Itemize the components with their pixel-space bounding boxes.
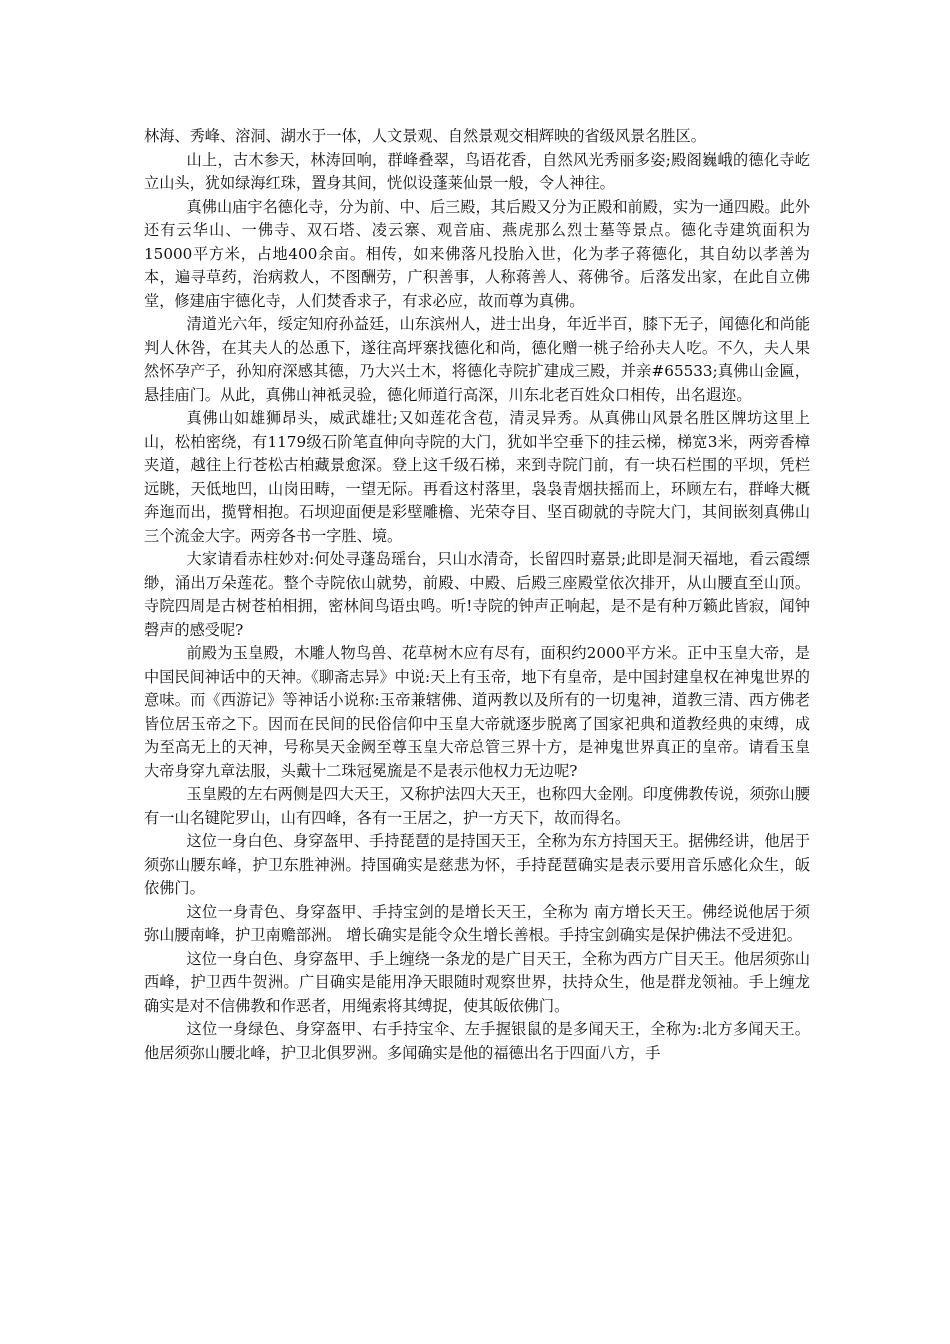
paragraph: 这位一身白色、身穿盔甲、手上缠绕一条龙的是广目天王，全称为西方广目天王。他居须弥山西峰，护卫西牛贺洲。广目确实是能用净天眼随时观察世界，扶持众生，他是群龙领袖。手上缠龙确实是对不信佛教和作恶者，用绳索将其缚捉，使其皈依佛门。 bbox=[144, 949, 810, 1015]
paragraph: 前殿为玉皇殿，木雕人物鸟兽、花草树木应有尽有，面积约2000平方米。正中玉皇大帝，是中国民间神话中的天神。《聊斋志异》中说:天上有玉帝，地下有皇帝，是中国封建皇权在神鬼世界的意味。而《西游记》等神话小说称:玉帝兼辖佛、道两教以及所有的一切鬼神，道教三清、西方佛老皆位居玉帝之下。因而在民间的民俗信仰中玉皇大帝就逐步脱离了国家祀典和道教经典的束缚，成为至高无上的天神，号称昊天金阙至尊玉皇大帝总管三界十方，是神鬼世界真正的皇帝。请看玉皇大帝身穿九章法服，头戴十二珠冠冕旒是不是表示他权力无边呢? bbox=[144, 644, 810, 780]
paragraph: 林海、秀峰、溶洞、湖水于一体，人文景观、自然景观交相辉映的省级风景名胜区。 bbox=[144, 127, 706, 145]
paragraph: 清道光六年，绥定知府孙益廷，山东滨州人，进士出身，年近半百，膝下无子，闻德化和尚能判人休咎，在其夫人的怂恿下，遂往高坪寨找德化和尚，德化赠一桃子给孙夫人吃。不久，夫人果然怀孕产子，孙知府深感其德，乃大兴土木，将德化寺院扩建成三殿，并亲#65533;真佛山金匾，悬挂庙门。从此，真佛山神袛灵验，德化师道行高深，川东北老百姓众口相传，出名遐迩。 bbox=[144, 315, 810, 404]
paragraph: 这位一身白色、身穿盔甲、手持琵琶的是持国天王，全称为东方持国天王。据佛经讲，他居于须弥山腰东峰，护卫东胜神洲。持国确实是慈悲为怀，手持琵琶确实是表示要用音乐感化众生，皈依佛门。 bbox=[144, 832, 810, 897]
paragraph: 玉皇殿的左右两侧是四大天王，又称护法四大天王，也称四大金刚。印度佛教传说，须弥山腰有一山名键陀罗山，山有四峰，各有一王居之，护一方天下，故而得名。 bbox=[144, 785, 810, 827]
paragraph: 大家请看赤柱妙对:何处寻蓬岛瑶台，只山水清奇，长留四时嘉景;此即是洞天福地，看云霞缥缈，涌出万朵莲花。整个寺院依山就势，前殿、中殿、后殿三座殿堂依次排开，从山腰直至山顶。寺院四周是古树苍柏相拥，密林间鸟语虫鸣。听!寺院的钟声正响起，是不是有种万籁此皆寂，闻钟磬声的感受呢? bbox=[144, 550, 810, 639]
paragraph: 这位一身青色、身穿盔甲、手持宝剑的是增长天王，全称为 南方增长天王。佛经说他居于须弥山腰南峰，护卫南赡部洲。 增长确实是能令众生增长善根。手持宝剑确实是保护佛法不受进犯。 bbox=[144, 902, 810, 944]
paragraph: 真佛山庙宇名德化寺，分为前、中、后三殿，其后殿又分为正殿和前殿，实为一通四殿。此外还有云华山、一佛寺、双石塔、凌云寨、观音庙、燕虎那么烈士墓等景点。德化寺建筑面积为15000平方米，占地400余亩。相传，如来佛落凡投胎入世，化为孝子蒋德化，其自幼以孝善为本，遍寻草药，治病救人，不图酬劳，广积善事，人称蒋善人、蒋佛爷。后落发出家，在此自立佛堂，修建庙宇德化寺，人们焚香求子，有求必应，故而尊为真佛。 bbox=[144, 197, 810, 310]
paragraph: 这位一身绿色、身穿盔甲、右手持宝伞、左手握银鼠的是多闻天王，全称为:北方多闻天王。他居须弥山腰北峰，护卫北俱罗洲。多闻确实是他的福德出名于四面八方，手 bbox=[144, 1020, 810, 1062]
paragraph: 真佛山如雄狮昂头，威武雄壮;又如莲花含苞，清灵异秀。从真佛山风景名胜区牌坊这里上山，松柏密绕，有1179级石阶笔直伸向寺院的大门，犹如半空垂下的挂云梯，梯宽3米，两旁香樟夹道，越往上行苍松古柏藏景愈深。登上这千级石梯，来到寺院门前，有一块石栏围的平坝，凭栏远眺，天低地凹，山岗田畴，一望无际。再看这村落里，袅袅青烟扶摇而上，环顾左右，群峰大概奔迤而出，揽臂相抱。石坝迎面便是彩壁雕檐、光荣夺目、坚百砌就的寺院大门，其间嵌刻真佛山三个流金大字。两旁各书一字胜、境。 bbox=[144, 409, 810, 545]
paragraph: 山上，古木参天，林涛回响，群峰叠翠，鸟语花香，自然风光秀丽多姿;殿阁巍峨的德化寺屹立山头，犹如绿海红珠，置身其间，恍似设蓬莱仙景一般，令人神往。 bbox=[144, 150, 810, 192]
document-body bbox=[144, 125, 810, 1065]
